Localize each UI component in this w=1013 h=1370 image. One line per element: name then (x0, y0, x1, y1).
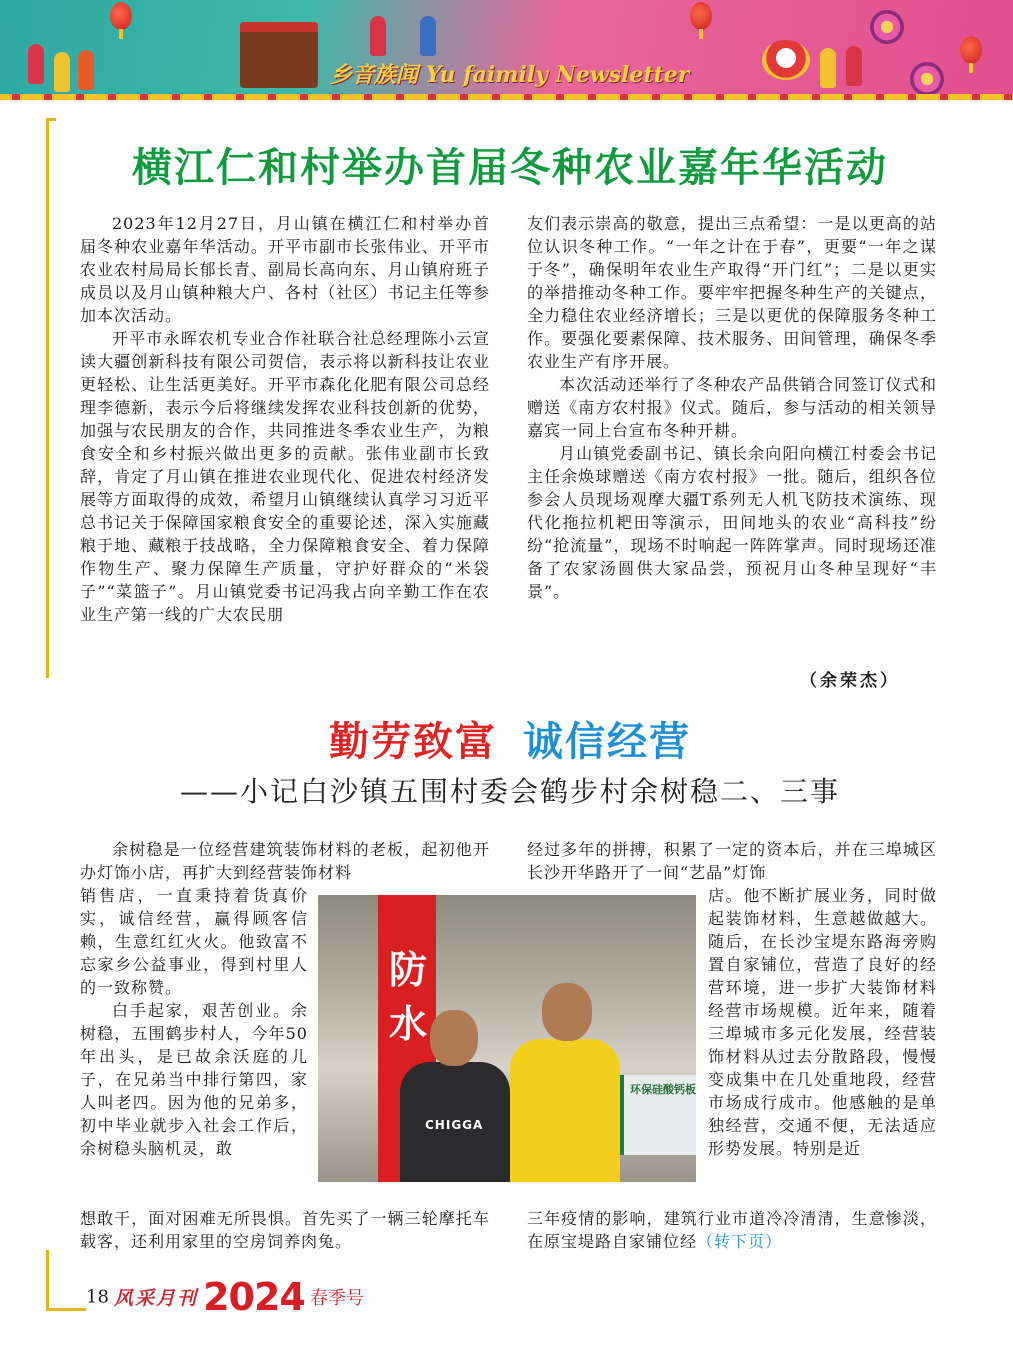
article2-column-right-bottom (527, 1207, 937, 1253)
article2-column-right-side (708, 884, 937, 1160)
paragraph: 2023年12月27日，月山镇在横江仁和村举办首届冬种农业嘉年华活动。开平市副市长张伟业、开平市农业农村局局长郁长青、副局长高向东、月山镇府班子成员以及月山镇种粮大户、各村（社区）书记主任等参加本次活动。 (80, 214, 490, 325)
product-board (618, 1075, 696, 1155)
paragraph: 店。他不断扩展业务，同时做起装饰材料，生意越做越大。随后，在长沙宝堤东路海旁购置自家铺位，营造了良好的经营环境，进一步扩大装饰材料经营市场规模。近年来，随着三埠城市多元化发展，经营装饰材料从过去分散路段，慢慢变成集中在几处重地段，经营市场成行成市。他感触的是单独经营，交通不便，无法适应形势发展。特别是近 (708, 886, 937, 1158)
lion-dance-icon (762, 40, 810, 80)
article1-title: 横江仁和村举办首届冬种农业嘉年华活动 (132, 145, 888, 191)
article1-column-left (80, 212, 490, 626)
lantern-icon (690, 2, 712, 30)
article2-column-left-top (80, 838, 490, 884)
issue-year: 2024 (203, 1275, 305, 1319)
accent-line (46, 1308, 86, 1311)
header-banner (0, 0, 1013, 100)
board-text: 环保硅酸钙板 (630, 1083, 696, 1096)
person-left (400, 1010, 510, 1182)
banner-char: 水 (388, 1002, 427, 1046)
continued-link[interactable]: （转下页） (697, 1232, 783, 1251)
newsletter-title: 乡音族闻 Yu faimily Newsletter (330, 62, 690, 88)
article2-column-right-top (527, 838, 937, 884)
person-figure-icon (820, 48, 836, 88)
yellow-shirt (510, 1039, 620, 1182)
paragraph-text: 三年疫情的影响，建筑行业市道冷冷清清，生意惨淡，在原宝堤路自家铺位经 (527, 1209, 937, 1251)
lantern-icon (960, 36, 982, 64)
article1-author: （余荣杰） (800, 671, 900, 691)
person-right (510, 983, 620, 1182)
person-figure-icon (370, 16, 386, 56)
paragraph: 开平市永晖农机专业合作社联合社总经理陈小云宣读大疆创新科技有限公司贺信，表示将以新科技让农业更轻松、让生活更美好。开平市森化化肥有限公司总经理李德新，表示今后将继续发挥农业科技创新的优势，加强与农民朋友的合作，共同推进冬季农业生产，为粮食安全和乡村振兴做出更多的贡献。张伟业副市长致辞，肯定了月山镇在推进农业现代化、促进农村经济发展等方面取得的成效，希望月山镇继续认真学习习近平总书记关于保障国家粮食安全的重要论述，深入实施藏粮于地、藏粮于技战略，全力保障粮食安全、着力保障作物生产、聚力保障生产质量，守护好群众的“米袋子”“菜篮子”。月山镇党委书记冯我占向辛勤工作在农业生产第一线的广大农民朋 (80, 329, 490, 624)
page-footer (86, 1275, 364, 1319)
magazine-name: 风采月刊 (114, 1287, 199, 1310)
head (542, 983, 592, 1041)
head (430, 1010, 478, 1066)
title-part-red: 勤劳致富 (329, 719, 497, 765)
accent-line (46, 118, 49, 678)
article2-title (60, 712, 960, 772)
flower-icon (910, 62, 944, 96)
accent-line (46, 118, 56, 121)
page-number: 18 (86, 1286, 109, 1308)
paragraph (527, 1207, 937, 1253)
paragraph: 白手起家，艰苦创业。余树稳，五围鹤步村人，今年50年出头，是已故余沃庭的儿子，在兄弟当中排行第四，家人叫老四。因为他的兄弟多，初中毕业就步入社会工作后，余树稳头脑机灵，敢 (80, 1001, 308, 1158)
paragraph: 余树稳是一位经营建筑装饰材料的老板，起初他开办灯饰小店，再扩大到经营装饰材料 (80, 840, 490, 882)
person-figure-icon (846, 46, 862, 86)
article2-column-left-bottom (80, 1207, 490, 1253)
flower-icon (870, 10, 904, 44)
article2-column-left-side (80, 884, 308, 1160)
article2-subtitle: ——小记白沙镇五围村委会鹤步村余树稳二、三事 (179, 775, 840, 808)
paragraph: 友们表示崇高的敬意，提出三点希望：一是以更高的站位认识冬种工作。“一年之计在于春”，更要“一年之谋于冬”，确保明年农业生产取得“开门红”；二是以更实的举措推动冬种工作。要牢牢把握冬种生产的关键点，全力稳住农业经济增长；三是以更优的保障服务冬种工作。要强化要素保障、技术服务、田间管理，确保冬季农业生产有序开展。 (527, 214, 937, 371)
paragraph: 经过多年的拼搏，积累了一定的资本后，并在三埠城区长沙开华路开了一间“艺晶”灯饰 (527, 840, 937, 882)
paragraph: 月山镇党委副书记、镇长余向阳向横江村委会书记主任余焕球赠送《南方农村报》一批。随后，组织各位参会人员现场观摩大疆T系列无人机飞防技术演练、现代化拖拉机耙田等演示，田间地头的农业“高科技”纷纷“抢流量”，现场不时响起一阵阵掌声。同时现场还准备了农家汤圆供大家品尝，预祝月山冬种呈现好“丰景”。 (527, 444, 937, 601)
shirt-text: CHIGGA (425, 1118, 484, 1132)
title-part-blue: 诚信经营 (523, 719, 691, 765)
market-stall-icon (240, 22, 318, 88)
paragraph: 销售店，一直秉持着货真价实，诚信经营，赢得顾客信赖，生意红红火火。他致富不忘家乡公益事业，得到村里人的一致称赞。 (80, 886, 308, 997)
issue-season: 春季号 (309, 1288, 364, 1309)
lantern-icon (110, 2, 132, 30)
accent-line (46, 1250, 49, 1310)
paragraph: 想敢干，面对困难无所畏惧。首先买了一辆三轮摩托车载客，还利用家里的空房饲养肉兔。 (80, 1209, 490, 1251)
article1-column-right (527, 212, 937, 603)
child-figure-icon (28, 44, 44, 84)
banner-char: 防 (388, 948, 427, 992)
person-figure-icon (420, 16, 436, 56)
child-figure-icon (54, 52, 70, 92)
paragraph: 本次活动还举行了冬种农产品供销合同签订仪式和赠送《南方农村报》仪式。随后，参与活动的相关领导嘉宾一同上台宣布冬种开耕。 (527, 375, 937, 440)
child-figure-icon (78, 50, 94, 90)
article2-photo (318, 895, 696, 1182)
banner-border (0, 94, 1013, 100)
